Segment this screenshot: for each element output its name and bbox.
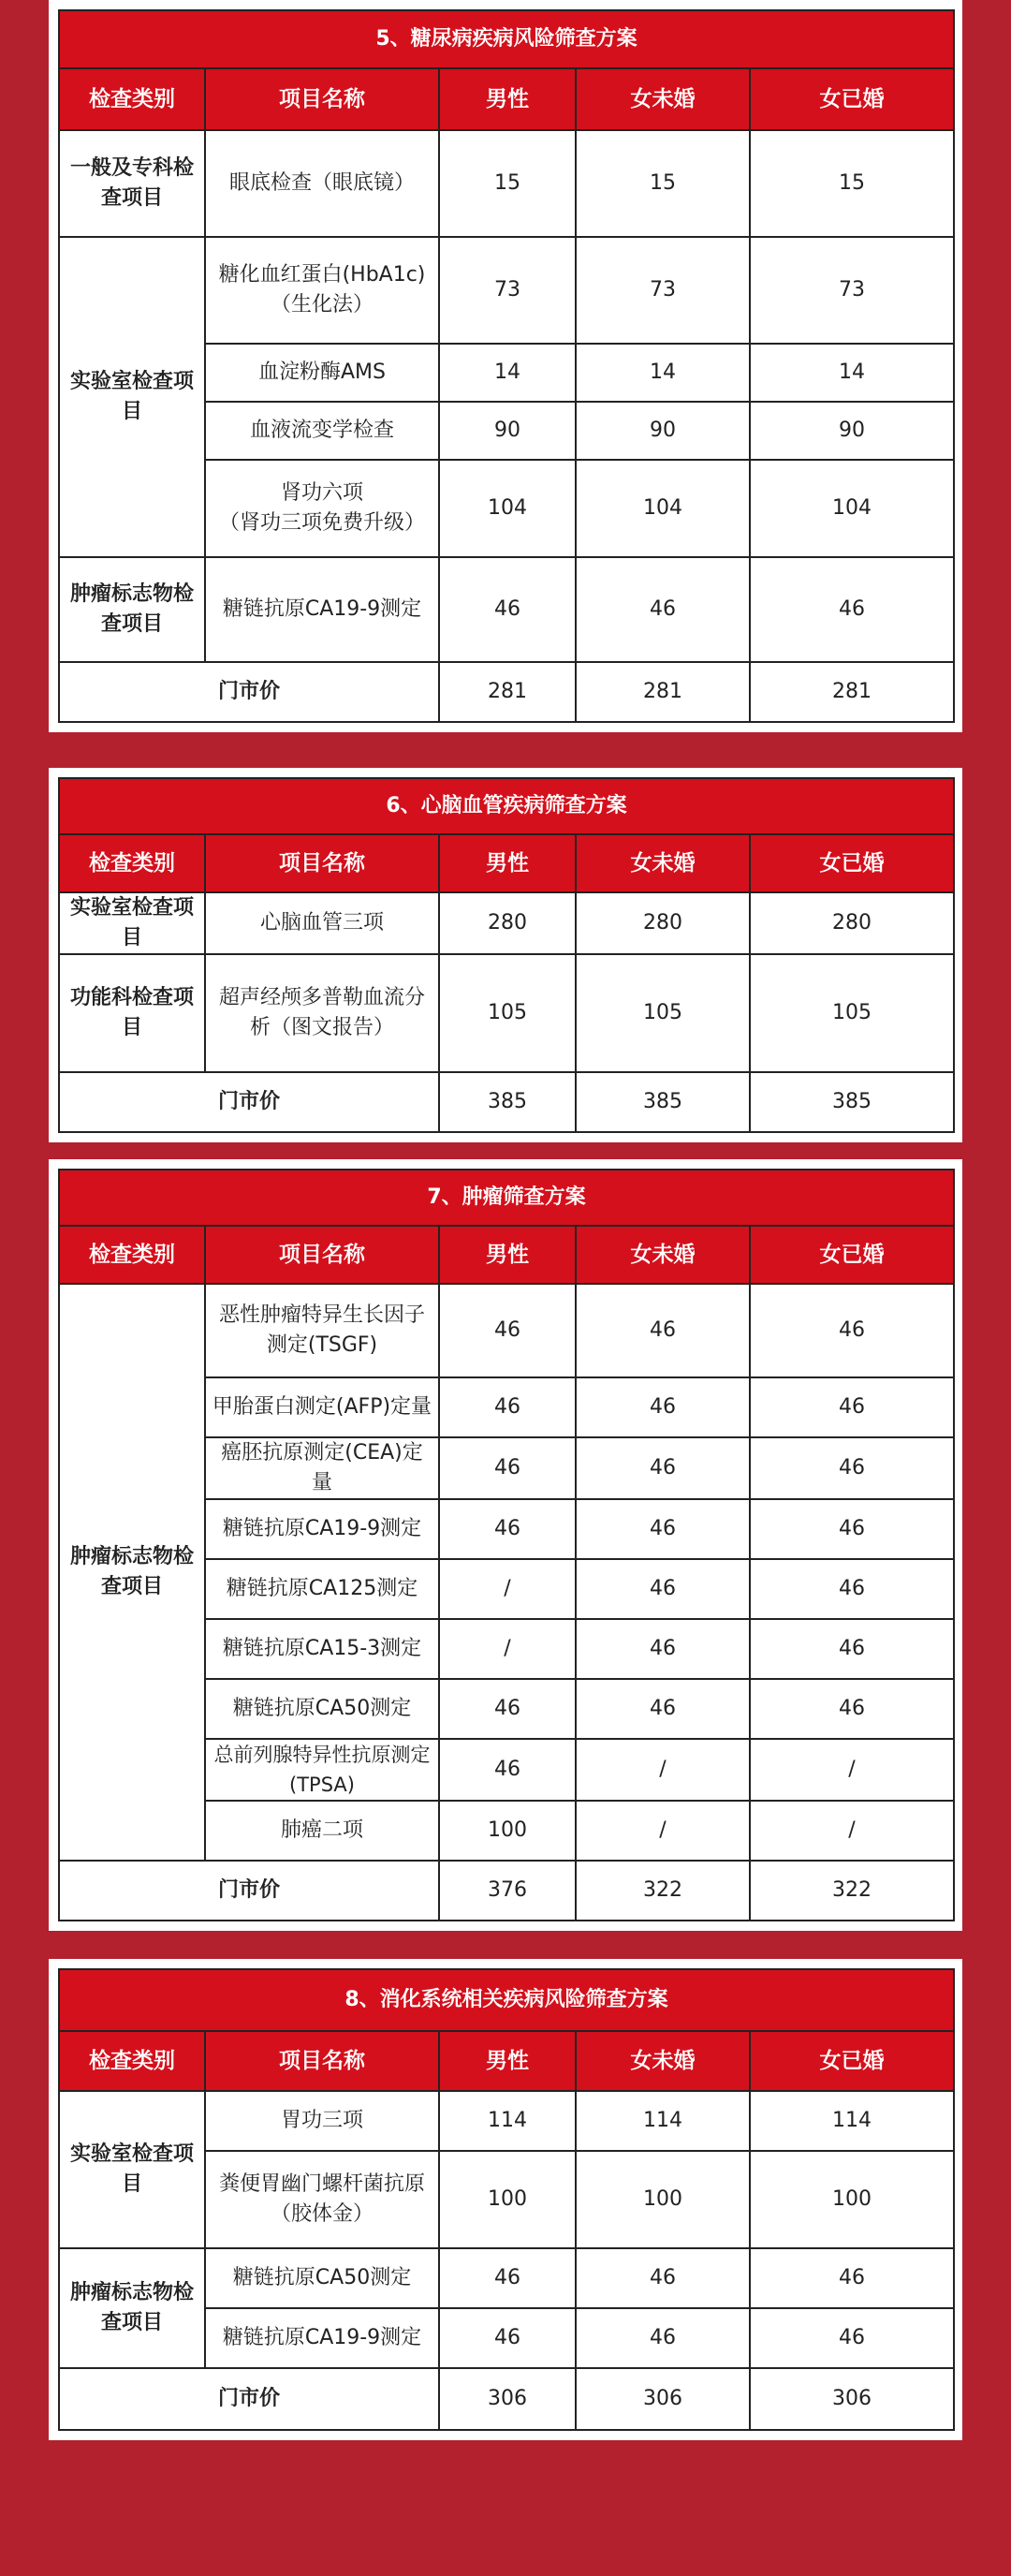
item-name: 糖链抗原CA125测定	[205, 1559, 439, 1619]
category-cell: 实验室检查项目	[59, 892, 205, 954]
price-female-married: 46	[750, 557, 954, 662]
price-male: 104	[439, 460, 576, 557]
price-female-married: 46	[750, 1619, 954, 1679]
price-female-unmarried: /	[576, 1801, 750, 1861]
header-female-unmarried: 女未婚	[576, 2031, 750, 2091]
price-female-married: 280	[750, 892, 954, 954]
header-item-name: 项目名称	[205, 68, 439, 130]
price-female-unmarried: 46	[576, 557, 750, 662]
price-female-married: 46	[750, 1437, 954, 1499]
price-female-unmarried: 73	[576, 237, 750, 344]
price-male: 15	[439, 130, 576, 237]
price-female-married: /	[750, 1801, 954, 1861]
item-name: 糖链抗原CA19-9测定	[205, 2308, 439, 2368]
price-male: 46	[439, 2308, 576, 2368]
header-female-married: 女已婚	[750, 834, 954, 892]
price-female-unmarried: /	[576, 1739, 750, 1801]
header-item-name: 项目名称	[205, 2031, 439, 2091]
price-female-married: 114	[750, 2091, 954, 2151]
item-name: 超声经颅多普勒血流分析（图文报告）	[205, 954, 439, 1072]
section-7-card	[49, 1159, 962, 1931]
header-male: 男性	[439, 2031, 576, 2091]
price-male: 90	[439, 402, 576, 460]
price-female-married: 104	[750, 460, 954, 557]
header-category: 检查类别	[59, 1226, 205, 1284]
price-female-unmarried: 46	[576, 2248, 750, 2308]
category-cell: 一般及专科检查项目	[59, 130, 205, 237]
item-name: 眼底检查（眼底镜）	[205, 130, 439, 237]
section-5-card	[49, 0, 962, 732]
price-female-unmarried: 280	[576, 892, 750, 954]
item-name: 糖链抗原CA19-9测定	[205, 1499, 439, 1559]
category-cell: 实验室检查项目	[59, 237, 205, 557]
header-category: 检查类别	[59, 68, 205, 130]
price-female-married: 105	[750, 954, 954, 1072]
item-name: 糖化血红蛋白(HbA1c)（生化法）	[205, 237, 439, 344]
item-name: 血淀粉酶AMS	[205, 344, 439, 402]
header-female-married: 女已婚	[750, 2031, 954, 2091]
item-name: 血液流变学检查	[205, 402, 439, 460]
price-male: 280	[439, 892, 576, 954]
header-category: 检查类别	[59, 2031, 205, 2091]
list-price-label: 门市价	[59, 1072, 439, 1132]
list-price-female-unmarried: 306	[576, 2368, 750, 2430]
list-price-female-unmarried: 322	[576, 1861, 750, 1921]
category-cell: 实验室检查项目	[59, 2091, 205, 2248]
header-female-unmarried: 女未婚	[576, 834, 750, 892]
price-male: 46	[439, 557, 576, 662]
price-female-married: 73	[750, 237, 954, 344]
price-female-married: 46	[750, 1377, 954, 1437]
list-price-label: 门市价	[59, 1861, 439, 1921]
price-male: 46	[439, 1377, 576, 1437]
price-male: 46	[439, 1437, 576, 1499]
price-male: /	[439, 1559, 576, 1619]
item-name: 糖链抗原CA50测定	[205, 2248, 439, 2308]
category-cell: 肿瘤标志物检查项目	[59, 1284, 205, 1861]
price-female-unmarried: 114	[576, 2091, 750, 2151]
price-male: /	[439, 1619, 576, 1679]
price-female-unmarried: 46	[576, 1619, 750, 1679]
list-price-female-married: 306	[750, 2368, 954, 2430]
item-name: 恶性肿瘤特异生长因子测定(TSGF)	[205, 1284, 439, 1377]
price-female-unmarried: 46	[576, 2308, 750, 2368]
section-8-table	[58, 1968, 955, 2431]
section-8-title: 8、消化系统相关疾病风险筛查方案	[59, 1969, 954, 2031]
header-male: 男性	[439, 834, 576, 892]
category-cell: 功能科检查项目	[59, 954, 205, 1072]
header-female-married: 女已婚	[750, 68, 954, 130]
item-name: 心脑血管三项	[205, 892, 439, 954]
price-female-married: 90	[750, 402, 954, 460]
header-item-name: 项目名称	[205, 834, 439, 892]
price-female-unmarried: 15	[576, 130, 750, 237]
price-female-unmarried: 100	[576, 2151, 750, 2248]
price-female-married: 14	[750, 344, 954, 402]
item-name: 甲胎蛋白测定(AFP)定量	[205, 1377, 439, 1437]
list-price-male: 385	[439, 1072, 576, 1132]
header-category: 检查类别	[59, 834, 205, 892]
section-5-table	[58, 9, 955, 723]
price-male: 46	[439, 1679, 576, 1739]
section-5-title: 5、糖尿病疾病风险筛查方案	[59, 10, 954, 68]
price-female-unmarried: 90	[576, 402, 750, 460]
header-female-married: 女已婚	[750, 1226, 954, 1284]
section-6-title: 6、心脑血管疾病筛查方案	[59, 778, 954, 834]
price-female-unmarried: 14	[576, 344, 750, 402]
list-price-label: 门市价	[59, 662, 439, 722]
price-female-unmarried: 46	[576, 1559, 750, 1619]
price-male: 73	[439, 237, 576, 344]
price-female-married: 15	[750, 130, 954, 237]
price-female-unmarried: 46	[576, 1437, 750, 1499]
price-male: 105	[439, 954, 576, 1072]
item-name: 粪便胃幽门螺杆菌抗原（胶体金）	[205, 2151, 439, 2248]
list-price-female-married: 385	[750, 1072, 954, 1132]
section-7-table	[58, 1169, 955, 1921]
list-price-male: 306	[439, 2368, 576, 2430]
price-female-married: 46	[750, 1559, 954, 1619]
price-male: 114	[439, 2091, 576, 2151]
item-name-line1: 肾功六项	[280, 481, 363, 505]
price-male: 100	[439, 2151, 576, 2248]
price-female-married: 46	[750, 1284, 954, 1377]
category-cell: 肿瘤标志物检查项目	[59, 557, 205, 662]
section-6-card	[49, 768, 962, 1142]
header-male: 男性	[439, 68, 576, 130]
item-name: 糖链抗原CA19-9测定	[205, 557, 439, 662]
header-female-unmarried: 女未婚	[576, 68, 750, 130]
section-7-title: 7、肿瘤筛查方案	[59, 1170, 954, 1226]
section-8-card	[49, 1959, 962, 2440]
list-price-male: 281	[439, 662, 576, 722]
item-name	[205, 460, 439, 557]
price-female-unmarried: 104	[576, 460, 750, 557]
price-female-unmarried: 46	[576, 1499, 750, 1559]
header-female-unmarried: 女未婚	[576, 1226, 750, 1284]
item-name: 胃功三项	[205, 2091, 439, 2151]
list-price-female-unmarried: 385	[576, 1072, 750, 1132]
item-name: 糖链抗原CA50测定	[205, 1679, 439, 1739]
price-male: 46	[439, 1499, 576, 1559]
list-price-male: 376	[439, 1861, 576, 1921]
price-female-married: 46	[750, 2308, 954, 2368]
list-price-female-married: 281	[750, 662, 954, 722]
price-male: 46	[439, 2248, 576, 2308]
price-female-married: /	[750, 1739, 954, 1801]
header-male: 男性	[439, 1226, 576, 1284]
price-female-unmarried: 46	[576, 1377, 750, 1437]
price-male: 46	[439, 1739, 576, 1801]
price-female-married: 46	[750, 1499, 954, 1559]
item-name: 癌胚抗原测定(CEA)定量	[205, 1437, 439, 1499]
price-female-unmarried: 46	[576, 1284, 750, 1377]
item-name: 肺癌二项	[205, 1801, 439, 1861]
section-6-table	[58, 777, 955, 1133]
price-female-married: 46	[750, 2248, 954, 2308]
list-price-female-married: 322	[750, 1861, 954, 1921]
price-female-unmarried: 105	[576, 954, 750, 1072]
list-price-female-unmarried: 281	[576, 662, 750, 722]
price-female-unmarried: 46	[576, 1679, 750, 1739]
price-female-married: 100	[750, 2151, 954, 2248]
header-item-name: 项目名称	[205, 1226, 439, 1284]
item-name: 总前列腺特异性抗原测定(TPSA)	[205, 1739, 439, 1801]
list-price-label: 门市价	[59, 2368, 439, 2430]
price-female-married: 46	[750, 1679, 954, 1739]
price-male: 46	[439, 1284, 576, 1377]
category-cell: 肿瘤标志物检查项目	[59, 2248, 205, 2368]
price-male: 100	[439, 1801, 576, 1861]
item-name-line2: （肾功三项免费升级）	[218, 511, 425, 535]
price-male: 14	[439, 344, 576, 402]
item-name: 糖链抗原CA15-3测定	[205, 1619, 439, 1679]
